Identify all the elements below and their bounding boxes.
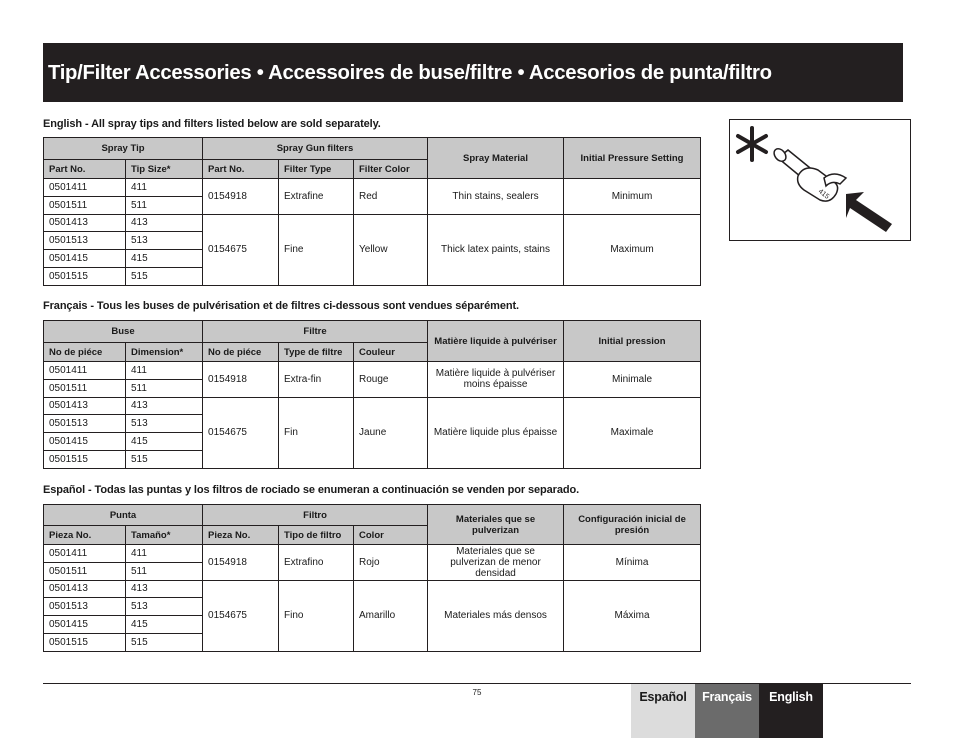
header-tip-part-no: No de piéce xyxy=(44,343,126,362)
tip-size: 515 xyxy=(126,267,203,285)
spray-material: Matière liquide à pulvériser moins épaisse xyxy=(428,362,564,398)
header-initial-pression: Initial pression xyxy=(564,321,701,362)
header-filter-type: Type de filtre xyxy=(279,343,354,362)
header-materiales: Materiales que se pulverizan xyxy=(428,505,564,545)
filter-color: Rojo xyxy=(354,545,428,581)
table-row xyxy=(44,179,701,197)
spray-material: Thin stains, sealers xyxy=(428,179,564,215)
tip-part: 0501415 xyxy=(44,250,126,268)
tip-size: 513 xyxy=(126,598,203,616)
filter-color: Amarillo xyxy=(354,580,428,651)
espanol-table xyxy=(43,504,701,652)
spray-tip-illustration xyxy=(729,119,911,241)
tip-size: 413 xyxy=(126,397,203,415)
initial-pressure: Minimale xyxy=(564,362,701,398)
filter-part: 0154918 xyxy=(203,362,279,398)
table-row xyxy=(44,545,701,563)
header-filtro: Filtro xyxy=(203,505,428,526)
initial-pressure: Maximum xyxy=(564,214,701,285)
header-spray-material: Spray Material xyxy=(428,138,564,179)
header-tip-size: Tamaño* xyxy=(126,526,203,545)
tab-espanol[interactable]: Español xyxy=(631,684,695,738)
tip-part: 0501511 xyxy=(44,196,126,214)
header-punta: Punta xyxy=(44,505,203,526)
filter-part: 0154675 xyxy=(203,580,279,651)
tip-part: 0501413 xyxy=(44,214,126,232)
tip-part: 0501513 xyxy=(44,415,126,433)
header-tip-part-no: Part No. xyxy=(44,160,126,179)
page-number: 75 xyxy=(472,688,482,697)
initial-pressure: Mínima xyxy=(564,545,701,581)
tip-part: 0501511 xyxy=(44,379,126,397)
header-tip-part-no: Pieza No. xyxy=(44,526,126,545)
filter-type: Fino xyxy=(279,580,354,651)
header-spray-gun-filters: Spray Gun filters xyxy=(203,138,428,160)
english-intro: English - All spray tips and filters listed below are sold separately. xyxy=(43,118,381,130)
spray-material: Materiales más densos xyxy=(428,580,564,651)
tip-size: 511 xyxy=(126,196,203,214)
filter-type: Fin xyxy=(279,397,354,468)
tip-size: 413 xyxy=(126,580,203,598)
filter-type: Fine xyxy=(279,214,354,285)
header-buse: Buse xyxy=(44,321,203,343)
filter-part: 0154675 xyxy=(203,214,279,285)
tip-size: 513 xyxy=(126,232,203,250)
tip-part: 0501513 xyxy=(44,232,126,250)
tip-part: 0501511 xyxy=(44,562,126,580)
header-filter-color: Filter Color xyxy=(354,160,428,179)
table-row xyxy=(44,580,701,598)
spray-material: Materiales que se pulverizan de menor densidad xyxy=(428,545,564,581)
tip-part: 0501413 xyxy=(44,397,126,415)
filter-part: 0154918 xyxy=(203,179,279,215)
tip-part: 0501411 xyxy=(44,179,126,197)
tab-english[interactable]: English xyxy=(759,684,823,738)
spray-tip-asterisk-icon xyxy=(730,120,910,240)
table-row xyxy=(44,214,701,232)
header-filter-color: Color xyxy=(354,526,428,545)
tip-part: 0501415 xyxy=(44,616,126,634)
tip-size: 413 xyxy=(126,214,203,232)
header-filter-part-no: No de piéce xyxy=(203,343,279,362)
espanol-intro: Español - Todas las puntas y los filtros de rociado se enumeran a continuación se venden por separado. xyxy=(43,484,580,496)
header-filter-part-no: Pieza No. xyxy=(203,526,279,545)
tip-part: 0501411 xyxy=(44,545,126,563)
tip-part: 0501515 xyxy=(44,267,126,285)
tip-part: 0501411 xyxy=(44,362,126,380)
arrow-icon xyxy=(846,192,892,232)
tip-part: 0501513 xyxy=(44,598,126,616)
english-table xyxy=(43,137,701,286)
tip-part: 0501413 xyxy=(44,580,126,598)
page-title: Tip/Filter Accessories • Accessoires de buse/filtre • Accesorios de punta/filtro xyxy=(43,43,903,102)
header-spray-tip: Spray Tip xyxy=(44,138,203,160)
header-tip-size: Tip Size* xyxy=(126,160,203,179)
filter-type: Extrafino xyxy=(279,545,354,581)
tip-size: 415 xyxy=(126,616,203,634)
francais-intro: Français - Tous les buses de pulvérisation et de filtres ci-dessous sont vendues séparément. xyxy=(43,300,519,312)
table-row xyxy=(44,362,701,380)
tip-part: 0501515 xyxy=(44,450,126,468)
francais-table xyxy=(43,320,701,469)
filter-color: Yellow xyxy=(354,214,428,285)
filter-color: Red xyxy=(354,179,428,215)
tip-size: 411 xyxy=(126,179,203,197)
tip-marking: 415 xyxy=(816,188,831,201)
spray-material: Matière liquide plus épaisse xyxy=(428,397,564,468)
header-filter-type: Tipo de filtro xyxy=(279,526,354,545)
tab-francais[interactable]: Français xyxy=(695,684,759,738)
tip-size: 411 xyxy=(126,545,203,563)
header-configuracion: Configuración inicial de presión xyxy=(564,505,701,545)
tip-size: 515 xyxy=(126,450,203,468)
tip-size: 515 xyxy=(126,633,203,651)
tip-size: 511 xyxy=(126,562,203,580)
table-row xyxy=(44,397,701,415)
filter-color: Rouge xyxy=(354,362,428,398)
filter-type: Extra-fin xyxy=(279,362,354,398)
filter-color: Jaune xyxy=(354,397,428,468)
initial-pressure: Minimum xyxy=(564,179,701,215)
filter-part: 0154675 xyxy=(203,397,279,468)
tip-size: 411 xyxy=(126,362,203,380)
initial-pressure: Maximale xyxy=(564,397,701,468)
initial-pressure: Máxima xyxy=(564,580,701,651)
header-filter-type: Filter Type xyxy=(279,160,354,179)
header-initial-pressure: Initial Pressure Setting xyxy=(564,138,701,179)
tip-size: 511 xyxy=(126,379,203,397)
tip-part: 0501515 xyxy=(44,633,126,651)
tip-size: 415 xyxy=(126,250,203,268)
filter-type: Extrafine xyxy=(279,179,354,215)
filter-part: 0154918 xyxy=(203,545,279,581)
header-tip-size: Dimension* xyxy=(126,343,203,362)
tip-part: 0501415 xyxy=(44,433,126,451)
header-filtre: Filtre xyxy=(203,321,428,343)
header-matiere-liquide: Matière liquide à pulvériser xyxy=(428,321,564,362)
header-filter-color: Couleur xyxy=(354,343,428,362)
header-filter-part-no: Part No. xyxy=(203,160,279,179)
tip-size: 513 xyxy=(126,415,203,433)
spray-material: Thick latex paints, stains xyxy=(428,214,564,285)
tip-size: 415 xyxy=(126,433,203,451)
